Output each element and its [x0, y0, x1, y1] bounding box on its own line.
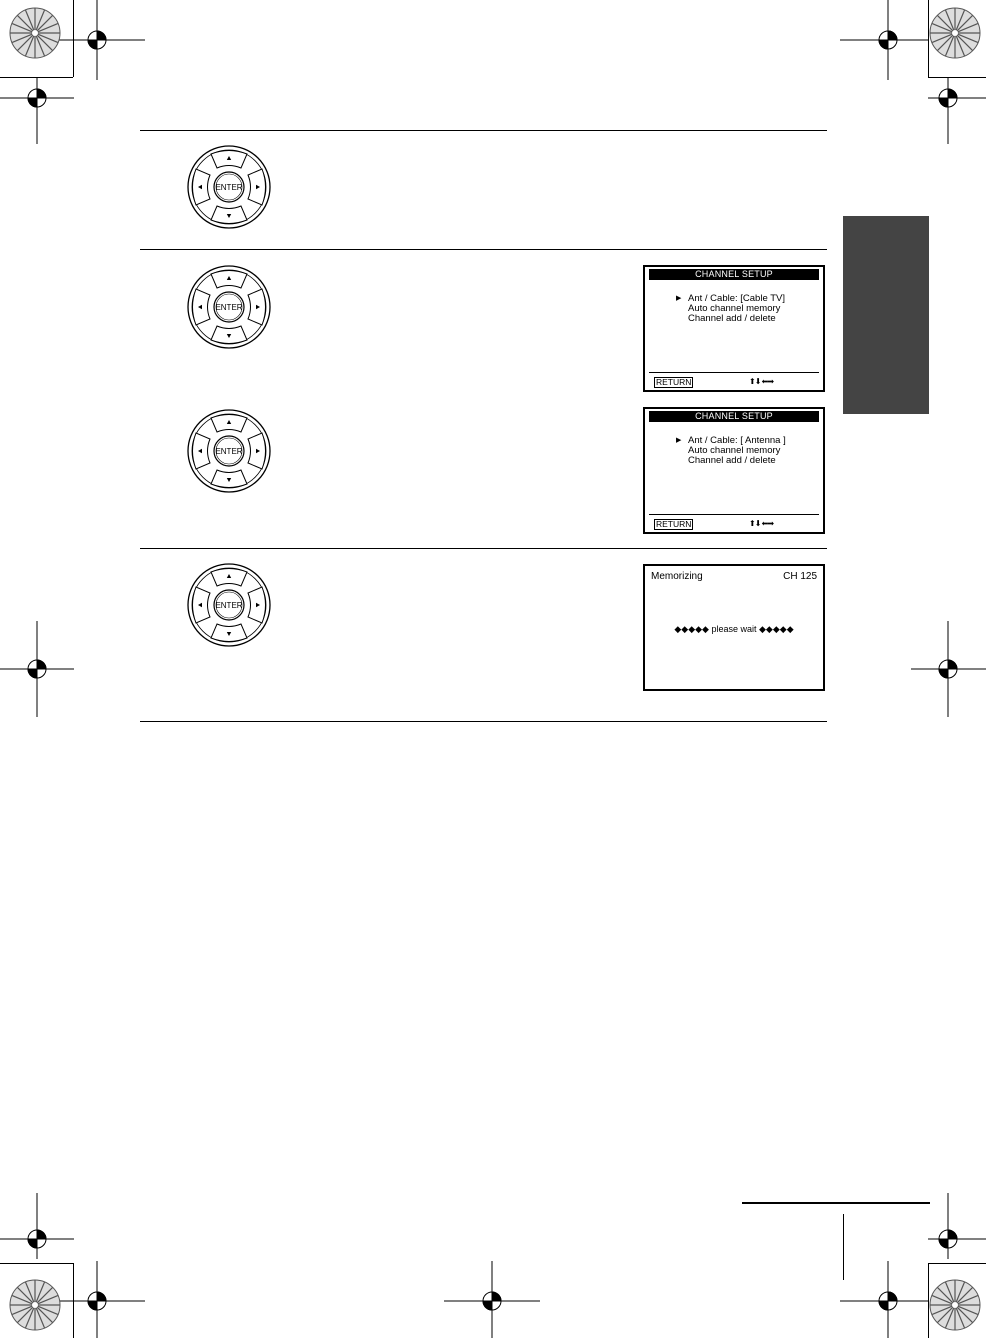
- navigation-arrows-icon: ⬆⬇ ⬅➡: [749, 377, 774, 386]
- enter-button-label: ENTER: [215, 183, 243, 192]
- channel-number: CH 125: [783, 571, 817, 582]
- continued-rule: [742, 1202, 930, 1204]
- return-label: RETURN: [656, 377, 692, 387]
- direction-pad-icon: [187, 145, 271, 229]
- osd-menu-item: Ant / Cable: [ Antenna ]: [688, 435, 786, 446]
- osd-footer-divider: [649, 372, 819, 373]
- enter-button-label: ENTER: [215, 303, 243, 312]
- step-divider: [140, 548, 827, 549]
- navigation-arrows-icon: ⬆⬇ ⬅➡: [749, 519, 774, 528]
- enter-button-label: ENTER: [215, 601, 243, 610]
- osd-footer-divider: [649, 514, 819, 515]
- osd-channel-setup-cable: [643, 265, 825, 392]
- direction-pad: [187, 145, 271, 229]
- step-divider: [140, 130, 827, 131]
- direction-pad: [187, 409, 271, 493]
- enter-button-label: ENTER: [215, 447, 243, 456]
- please-wait-message: ◆◆◆◆◆ please wait ◆◆◆◆◆: [674, 624, 794, 634]
- osd-title: CHANNEL SETUP: [649, 269, 819, 280]
- osd-menu-item: Ant / Cable: [Cable TV]: [688, 293, 785, 304]
- step-divider: [140, 721, 827, 722]
- direction-pad: [187, 265, 271, 349]
- osd-channel-setup-antenna: [643, 407, 825, 534]
- osd-menu-item: Channel add / delete: [688, 455, 776, 466]
- cursor-arrow-icon: ▶: [676, 437, 682, 444]
- memorizing-status: Memorizing: [651, 571, 703, 582]
- cursor-arrow-icon: ▶: [676, 295, 682, 302]
- osd-menu-item: Channel add / delete: [688, 313, 776, 324]
- osd-menu-item: Auto channel memory: [688, 445, 781, 456]
- return-label: RETURN: [656, 519, 692, 529]
- direction-pad-icon: [187, 409, 271, 493]
- osd-title: CHANNEL SETUP: [649, 411, 819, 422]
- direction-pad-icon: [187, 563, 271, 647]
- direction-pad-icon: [187, 265, 271, 349]
- direction-pad: [187, 563, 271, 647]
- section-side-tab: [843, 216, 929, 414]
- step-divider: [140, 249, 827, 250]
- osd-menu-item: Auto channel memory: [688, 303, 781, 314]
- osd-memorizing: [643, 564, 825, 691]
